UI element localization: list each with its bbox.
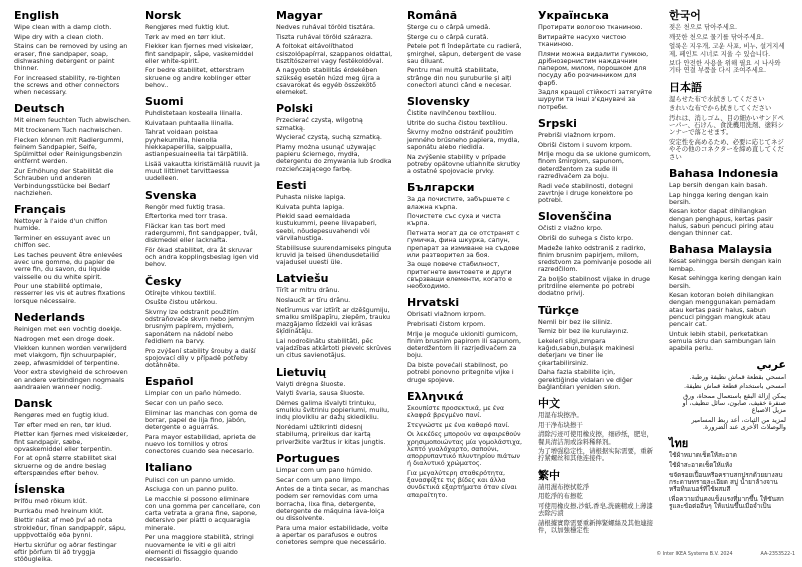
language-title-romana: Română bbox=[407, 9, 458, 22]
care-instruction-paragraph: 보다 안전한 사용을 위해 필요 시 나사와 기타 연결 부품을 다시 조여주세요. bbox=[669, 59, 781, 75]
care-instruction-paragraph: Tør efter med en ren, tør klud. bbox=[14, 420, 112, 429]
care-instruction-paragraph: Norėdami užtikrinti didesnį stabilumą, prireikus dar kartą priveržkite varžtus ir kitas jungtis. bbox=[276, 423, 386, 446]
language-section-italiano bbox=[145, 462, 262, 563]
care-instruction-paragraph: Nemli bir bez ile siliniz. bbox=[538, 317, 613, 326]
language-title-hrvatski: Hrvatski bbox=[407, 296, 460, 310]
language-section-slovenscina bbox=[538, 211, 655, 297]
language-section-slovensky bbox=[407, 96, 524, 175]
care-instruction-paragraph: Daha fazla stabilite için, gerektiğinde vidaları ve diğer bağlantıları yeniden sıkın. bbox=[538, 368, 633, 391]
care-instruction-paragraph: Plekid saad eemaldada kustukummi, peene liivapaberi, seebi, nõudepesuvahendi või värvilahustiga. bbox=[276, 212, 377, 242]
language-title-deutsch: Deutsch bbox=[14, 102, 65, 116]
language-title-italiano: Italiano bbox=[145, 461, 193, 475]
language-title-slovensky: Slovensky bbox=[407, 95, 470, 109]
language-title-korean: 한국어 bbox=[669, 9, 701, 22]
language-section-islenska bbox=[14, 484, 131, 563]
care-instruction-paragraph: Stains can be removed by using an eraser, fine sandpaper, soap, dishwashing detergent or paint thinner. bbox=[14, 42, 128, 73]
care-instruction-paragraph: 用乾淨的布擦乾 bbox=[538, 492, 583, 501]
care-instruction-paragraph: 請用濕布擦拭乾淨 bbox=[538, 482, 590, 491]
care-instruction-paragraph: 安定性を高めるため、必要に応じてネジやその他のコネクターを締め直してください bbox=[669, 138, 784, 161]
language-title-english: English bbox=[14, 9, 60, 22]
care-instruction-paragraph: امسحي بقطعة قماش نظيفة ورطبة. bbox=[689, 372, 786, 381]
care-instruction-paragraph: Les taches peuvent être enlevées avec une gomme, du papier de verre fin, du savon, du liquide vaisselle ou du white spirit. bbox=[14, 250, 123, 281]
language-section-turkce bbox=[538, 305, 655, 391]
care-instruction-paragraph: Rengøres med en fugtig klud. bbox=[14, 411, 109, 420]
care-instruction-paragraph: Prebriši vlažnom krpom. bbox=[538, 130, 616, 139]
care-instruction-paragraph: Utrite do sucha čistou textíliou. bbox=[407, 118, 508, 127]
care-instruction-paragraph: يمكن إزالة البقع باستعمال ممحاة، ورق صنفرة خفيف، صابون، سائل تنظيف، أو مزيل الاصباغ bbox=[682, 391, 786, 415]
language-title-eesti: Eesti bbox=[276, 178, 307, 192]
language-title-bahasa-malaysia: Bahasa Malaysia bbox=[669, 243, 772, 257]
language-section-chinese-simplified bbox=[538, 398, 655, 463]
care-instruction-paragraph: For at opnå større stabilitet skal skruerne og de andre beslag efterspændes efter behov. bbox=[14, 454, 117, 477]
language-section-norsk bbox=[145, 10, 262, 89]
care-instruction-paragraph: Za boljšo stabilnost vijake in druge pritrdilne elemente po potrebi dodatno privij. bbox=[538, 274, 651, 298]
language-title-chinese-traditional: 繁中 bbox=[538, 468, 560, 482]
care-instruction-paragraph: Puhasta niiske lapiga. bbox=[276, 192, 346, 201]
care-instruction-paragraph: Škvrny možno odstrániť použitím jemného brúsneho papiera, mydla, saponátu alebo riedidla. bbox=[407, 128, 520, 151]
care-instruction-paragraph: Obrisati vlažnom krpom. bbox=[407, 310, 486, 319]
care-instruction-paragraph: 为了增强稳定性，请根据实际需要，重新拧紧螺丝和其他连接件。 bbox=[538, 447, 654, 463]
text-column-5 bbox=[538, 10, 655, 548]
language-section-magyar bbox=[276, 10, 393, 96]
text-column-6 bbox=[669, 10, 786, 548]
language-title-islenska: Íslenska bbox=[14, 483, 65, 497]
care-instruction-paragraph: Asciuga con un panno pulito. bbox=[145, 485, 239, 494]
care-instruction-paragraph: Per una maggiore stabilità, stringi nuovamente le viti e gli altri elementi di fissaggio quando necessario. bbox=[145, 533, 254, 564]
care-instruction-paragraph: Fläckar kan tas bort med radergummi, fint sandpapper, tvål, diskmedel eller lacknafta. bbox=[145, 221, 258, 245]
language-title-cesky: Česky bbox=[145, 274, 182, 288]
language-section-hrvatski bbox=[407, 297, 524, 383]
language-title-ellinika: Ελληνικά bbox=[407, 389, 464, 403]
care-instruction-paragraph: เพื่อความมั่นคงแข็งแรงที่มากขึ้น ให้ขันสกรูและข้อต่ออื่นๆ ให้แน่นขึ้นเมื่อจำเป็น bbox=[669, 494, 784, 510]
care-instruction-paragraph: ใช้ผ้าสะอาดเช็ดให้แห้ง bbox=[669, 461, 733, 470]
care-instruction-paragraph: Nettoyer à l'aide d'un chiffon humide. bbox=[14, 217, 108, 233]
language-section-japanese bbox=[669, 82, 786, 161]
care-instruction-paragraph: A foltokat eltávolíthatod csiszolópapírral, szappanos oldattal, tisztítószerrel vagy festékoldóval. bbox=[276, 42, 393, 65]
care-instruction-paragraph: Rengör med fuktig trasa. bbox=[145, 202, 226, 211]
care-instruction-paragraph: 清除污迹可使用橡皮擦，细砂纸，肥皂，餐具清洁剂或涂料稀释剂。 bbox=[538, 430, 654, 446]
language-title-bulgarski: Български bbox=[407, 181, 475, 195]
care-instruction-paragraph: Voor extra stevigheid de schroeven en andere verbindingen nogmaals aandraaien wanneer nodig. bbox=[14, 368, 128, 391]
language-section-srpski bbox=[538, 118, 655, 204]
language-section-dansk bbox=[14, 398, 131, 477]
language-section-ellinika bbox=[407, 391, 524, 499]
care-instruction-paragraph: Στεγνώστε με ένα καθαρό πανί. bbox=[407, 420, 510, 429]
language-title-turkce: Türkçe bbox=[538, 303, 580, 317]
language-title-svenska: Svenska bbox=[145, 188, 197, 202]
care-instruction-paragraph: 用湿布块擦净。 bbox=[538, 411, 583, 420]
care-instruction-paragraph: Mrlje je moguće ukloniti gumicom, finim brusnim papirom ili sapunom, deterdžentom ili razrjeđivačem za boju. bbox=[407, 329, 522, 360]
care-instruction-paragraph: Da biste povećali stabilnost, po potrebi ponovno pritegnite vijke i druge spojeve. bbox=[407, 361, 514, 384]
care-instruction-paragraph: Kesat sehingga bersih dengan kain lembap. bbox=[669, 257, 782, 273]
care-instruction-paragraph: Vlekken kunnen worden verwijderd met vlakgom, fijn schuurpapier, zeep, afwasmiddel of terpentine. bbox=[14, 344, 127, 367]
language-section-romana bbox=[407, 10, 524, 89]
language-title-francais: Français bbox=[14, 202, 66, 216]
care-instruction-paragraph: Pulisci con un panno umido. bbox=[145, 475, 235, 484]
care-instruction-paragraph: Rengjøres med fuktig klut. bbox=[145, 23, 230, 32]
care-instruction-paragraph: Obriši čistom i suvom krpom. bbox=[538, 140, 633, 149]
care-instruction-paragraph: Madeže lahko odstraniš z radirko, finim brusnim papirjem, milom, sredstvom za pomivanje posode ali razredčilom. bbox=[538, 243, 652, 274]
care-instruction-paragraph: Tahrat voidaan poistaa pyyhekumilla, hienolla hiekkapaperilla, saippualla, astianpesuaineella tai tärpätillä. bbox=[145, 128, 249, 159]
care-instruction-paragraph: 깨끗한 천으로 물기를 닦아주세요. bbox=[669, 32, 764, 41]
care-instruction-paragraph: 請根據實際需要重新擰緊螺絲及其他連接件，以加強穩定性 bbox=[538, 518, 654, 535]
care-instruction-paragraph: 汚れは、消しゴム、目の細かいサンドペーパー、石けん、食洗機用洗剤、塗料シンナーで落とせます。 bbox=[669, 114, 784, 137]
language-section-suomi bbox=[145, 96, 262, 182]
language-section-ukrainska bbox=[538, 10, 655, 111]
language-title-srpski: Srpski bbox=[538, 116, 577, 130]
language-section-deutsch bbox=[14, 103, 131, 197]
language-section-bahasa-malaysia bbox=[669, 244, 786, 352]
care-instruction-paragraph: Nadrogen met een droge doek. bbox=[14, 334, 115, 343]
language-section-nederlands bbox=[14, 312, 131, 391]
care-instruction-paragraph: 用干净布块擦干 bbox=[538, 420, 583, 429]
care-instruction-paragraph: For increased stability, re-tighten the screws and other connectors when necessary. bbox=[14, 73, 121, 97]
language-title-bahasa-indonesia: Bahasa Indonesia bbox=[669, 166, 779, 180]
care-instruction-paragraph: Limpiar con un paño húmedo. bbox=[145, 389, 242, 398]
care-instruction-paragraph: Lai nodrošinātu stabilitāti, pēc vajadzības atkārtoti pievelc skrūves un citus savienotājus. bbox=[276, 336, 392, 360]
care-instruction-paragraph: Kesan kotor dapat dihilangkan dengan penghapus, kertas pasir halus, sabun pencuci piring atau dengan thinner cat. bbox=[669, 207, 774, 238]
care-instruction-paragraph: ใช้ผ้าหมาดเช็ดให้สะอาด bbox=[669, 451, 737, 460]
care-instruction-paragraph: Dėmes galima išvalyti trintuku, smulkiu švitriniu popieriumi, muilu, indų plovikliu ar dažų skiedikliu. bbox=[276, 398, 390, 422]
care-instruction-paragraph: Tiszta ruhával töröld szárazra. bbox=[276, 32, 373, 41]
care-instruction-paragraph: Mit einem feuchten Tuch abwischen. bbox=[14, 116, 131, 125]
care-instruction-paragraph: Očisti z vlažno krpo. bbox=[538, 224, 603, 233]
care-instruction-paragraph: Șterge cu o cârpă umedă. bbox=[407, 23, 491, 32]
care-instruction-paragraph: Hertu skrúfur og aðrar festingar eftir þörfum til að tryggja stöðugleika. bbox=[14, 540, 117, 564]
care-instruction-paragraph: 얼룩은 지우개, 고운 사포, 비누, 설거지세제, 페인트 시너로 지울 수 있습니다. bbox=[669, 42, 785, 58]
language-title-norsk: Norsk bbox=[145, 9, 182, 22]
care-instruction-paragraph: Șterge cu o cârpă curată. bbox=[407, 32, 489, 41]
care-instruction-paragraph: Pentru mai multă stabilitate, strânge din nou șuruburile și alți conectori atunci când e necesar. bbox=[407, 66, 512, 89]
care-instruction-paragraph: Mit trockenem Tuch nachwischen. bbox=[14, 126, 123, 135]
care-instruction-paragraph: ขจัดรอยเปื้อนหรือคราบสกปรกด้วยยางลบ กระดาษทรายละเอียด สบู่ น้ำยาล้างจาน หรือทินเนอร์ที่ใช้ผสมสี bbox=[669, 470, 783, 494]
care-instruction-paragraph: きれいな布でから拭きしてください bbox=[669, 104, 772, 113]
care-instruction-paragraph: За да почистите, забършете с влажна кърпа. bbox=[407, 195, 510, 211]
care-instruction-paragraph: Osušte čistou utěrkou. bbox=[145, 298, 218, 307]
language-title-slovenscina: Slovenščina bbox=[538, 210, 612, 224]
care-instruction-paragraph: Valyti drėgna šluoste. bbox=[276, 379, 346, 388]
care-instruction-paragraph: 젖은 천으로 닦아주세요. bbox=[669, 23, 738, 32]
text-column-2 bbox=[145, 9, 262, 564]
language-title-polski: Polski bbox=[276, 102, 314, 116]
care-instruction-paragraph: Tørk av med en tørr klut. bbox=[145, 32, 226, 41]
care-instruction-paragraph: Stabiilsuse suurendamiseks pinguta kruvid ja teised ühendusdetailid vajadusel uuesti üle. bbox=[276, 243, 392, 267]
language-title-japanese: 日本語 bbox=[669, 80, 702, 94]
care-instruction-paragraph: Le macchie si possono eliminare con una gomma per cancellare, con carta vetrata a grana fine, sapone, detersivo per piatti o acquaragia minerale. bbox=[145, 494, 261, 532]
language-title-ukrainska: Українська bbox=[538, 9, 609, 22]
language-title-espanol: Español bbox=[145, 375, 194, 389]
care-instruction-paragraph: Untuk lebih stabil, perketatkan semula skru dan sambungan lain apabila perlu. bbox=[669, 329, 776, 353]
language-section-bahasa-indonesia bbox=[669, 168, 786, 238]
care-instruction-paragraph: Para mayor estabilidad, aprieta de nuevo los tornillos y otros conectores cuando sea necesario. bbox=[145, 432, 256, 456]
text-column-3 bbox=[276, 10, 393, 548]
care-instruction-paragraph: A nagyobb stabilitás érdekében szükség esetén húzd meg újra a csavarokat és egyéb összekötő elemeket. bbox=[276, 66, 381, 97]
language-title-magyar: Magyar bbox=[276, 9, 323, 22]
care-instruction-paragraph: Para uma maior estabilidade, volte a apertar os parafusos e outros conetores sempre que necessário. bbox=[276, 523, 389, 547]
care-instruction-paragraph: Plamy można usunąć używając papieru ściernego, mydła, detergentu do zmywania lub środka rozcieńczającego farbę. bbox=[276, 142, 392, 173]
care-instruction-paragraph: Eliminar las manchas con goma de borrar, papel de lija fino, jabón, detergente o aguarrás. bbox=[145, 408, 258, 432]
language-title-thai: ไทย bbox=[669, 437, 689, 451]
care-instruction-paragraph: Pour une stabilité optimale, resserrer les vis et autres fixations lorsque nécessaire. bbox=[14, 282, 126, 305]
care-instruction-paragraph: Lap hingga kering dengan kain bersih. bbox=[669, 190, 769, 206]
care-instruction-paragraph: Petele pot fi îndepărtate cu radieră, șmirghel, săpun, detergent de vase sau diluant. bbox=[407, 42, 522, 65]
care-instruction-paragraph: Prebrisati čistom krpom. bbox=[407, 320, 486, 329]
care-instruction-paragraph: Nedves ruhával töröld tisztára. bbox=[276, 23, 375, 32]
care-instruction-paragraph: Wipe clean with a damp cloth. bbox=[14, 23, 112, 32]
care-instruction-paragraph: 可使用橡皮擦,沙紙,香皂,洗碗精或上薄漆去除污漬 bbox=[538, 501, 653, 518]
care-instruction-paragraph: Kesat sehingga kering dengan kain bersih. bbox=[669, 274, 782, 290]
language-title-nederlands: Nederlands bbox=[14, 310, 85, 324]
text-column-1 bbox=[14, 9, 131, 564]
care-instruction-paragraph: Mrlje mogu da se uklone gumicom, finom šmirglom, sapunom, deterdžentom za suđe ili razređivačem za boju. bbox=[538, 150, 651, 180]
care-instruction-paragraph: Οι λεκέδες μπορούν να αφαιρεθούν χρησιμοποιώντας μία γομολάστιχα, λεπτό γυαλόχαρτο, σαπούνι, απορρυπαντικό πλυντηρίου πιάτων ή διαλυτικό χρώματος. bbox=[407, 430, 523, 468]
care-instruction-paragraph: Przecierać czystą, wilgotną szmatką. bbox=[276, 116, 363, 132]
language-section-eesti bbox=[276, 180, 393, 266]
care-instruction-paragraph: Flecken können mit Radiergummi, feinem Sandpapier, Seife, Spülmittel oder Reinigungsbenzin entfernt werden. bbox=[14, 135, 124, 166]
care-instruction-paragraph: Zur Erhöhung der Stabilität die Schrauben und anderen Verbindungsstücke bei Bedarf nachziehen. bbox=[14, 167, 114, 197]
care-instruction-paragraph: Secar con un paño seco. bbox=[145, 398, 224, 407]
footer bbox=[656, 553, 795, 558]
language-section-thai bbox=[669, 438, 786, 510]
care-instruction-paragraph: Netīrumus var iztīrīt ar dzēšgumiju, smalku smilšpapīru, ziepēm, trauku mazgājamo līdzekli vai krāsas šķīdinātāju. bbox=[276, 305, 391, 336]
care-instruction-paragraph: Flekker kan fjernes med viskelær, fint sandpapir, såpe, vaskemiddel eller white-spirit. bbox=[145, 42, 254, 65]
care-instruction-paragraph: Þrífðu með rökum klút. bbox=[14, 497, 88, 506]
care-instruction-paragraph: Čistite navlhčenou textíliou. bbox=[407, 109, 497, 118]
language-section-cesky bbox=[145, 276, 262, 370]
care-instruction-paragraph: Lap bersih dengan kain basah. bbox=[669, 180, 768, 189]
care-instruction-paragraph: Почистете със суха и чиста кърпа. bbox=[407, 212, 501, 228]
care-instruction-paragraph: Puhdistetaan kostealla liinalla. bbox=[145, 109, 243, 118]
language-section-svenska bbox=[145, 190, 262, 269]
language-section-espanol bbox=[145, 376, 262, 455]
care-instruction-paragraph: Valyti švaria, sausa šluoste. bbox=[276, 389, 365, 398]
language-section-english bbox=[14, 10, 131, 96]
care-instruction-paragraph: Reinigen met een vochtig doekje. bbox=[14, 324, 122, 333]
care-instruction-paragraph: Obriši do suhega s čisto krpo. bbox=[538, 233, 634, 242]
care-instruction-paragraph: Otírejte vlhkou textilií. bbox=[145, 288, 216, 297]
language-section-francais bbox=[14, 204, 131, 305]
language-section-latviesu bbox=[276, 273, 393, 359]
care-instruction-paragraph: Задля кращої стійкості затягуйте шурупи та інші з'єднувачі за потреби. bbox=[538, 88, 653, 111]
care-instruction-paragraph: Terminer en essuyant avec un chiffon sec. bbox=[14, 233, 111, 250]
care-instruction-paragraph: Витирайте насухо чистою тканиною. bbox=[538, 32, 626, 48]
care-instruction-paragraph: 湿らせた布で水拭きしてください bbox=[669, 94, 765, 103]
care-instruction-paragraph: For bedre stabilitet, etterstram skruene og andre koblinger etter behov.. bbox=[145, 66, 251, 89]
care-instruction-paragraph: Noslaucīt ar tīru drānu. bbox=[276, 295, 351, 304]
care-instruction-paragraph: Þurrkaðu með hreinum klút. bbox=[14, 506, 104, 515]
language-section-polski bbox=[276, 103, 393, 173]
care-instruction-paragraph: Skvrny lze odstranit použitím odstraňovače skvrn nebo jemným brusným papírem, mýdlem, saponátem na nádobí nebo ředidlem na barvy. bbox=[145, 308, 255, 345]
language-section-lietuviu bbox=[276, 367, 393, 446]
care-instruction-paragraph: Limpar com um pano húmido. bbox=[276, 465, 373, 474]
care-instruction-paragraph: Temiz bir bez ile kurulayınız. bbox=[538, 327, 629, 336]
care-instruction-paragraph: Kuivata puhta lapiga. bbox=[276, 202, 345, 211]
care-instruction-paragraph: Για μεγαλύτερη σταθερότητα, ξανασφίξτε τις βίδες και άλλα συνδετικά εξαρτήματα όταν είναι απαραίτητο. bbox=[407, 468, 517, 499]
care-instruction-paragraph: Blettir nást af með því að nota strokleður, fínan sandpappír, sápu, uppþvottalög eða þynni. bbox=[14, 516, 126, 539]
language-title-chinese-simplified: 中文 bbox=[538, 396, 560, 410]
language-title-arabic: عربي bbox=[756, 358, 786, 372]
care-instruction-paragraph: För ökad stabilitet, dra åt skruvar och andra kopplingsbeslag igen vid behov. bbox=[145, 245, 259, 269]
care-instruction-paragraph: امسحي باستخدام قطعة قماش نظيفة. bbox=[683, 382, 786, 391]
care-instruction-paragraph: Протирати вологою тканиною. bbox=[538, 23, 643, 32]
care-instruction-paragraph: Wycierać czystą, suchą szmatką. bbox=[276, 133, 382, 142]
care-instruction-paragraph: Na zvýšenie stability v prípade potreby opätovne utiahnite skrutky a ostatné spojovacie prvky. bbox=[407, 152, 521, 176]
language-title-suomi: Suomi bbox=[145, 95, 184, 109]
copyright-text: © Inter IKEA Systems B.V. 2024 bbox=[656, 552, 733, 558]
care-instruction-paragraph: Плями можна видалити гумкою, дрібнозернистим наждачним папером, милом, порошком для посуду або розчинником для фарб. bbox=[538, 49, 649, 87]
care-instruction-paragraph: لمزيد من الثبات، أعد ربط المسامير والوصلات الأخرى عند الضرورة. bbox=[691, 415, 786, 432]
care-instruction-paragraph: Tīrīt ar mitru drānu. bbox=[276, 286, 340, 295]
language-title-dansk: Dansk bbox=[14, 396, 53, 410]
language-title-latviesu: Latviešu bbox=[276, 272, 329, 286]
care-instruction-paragraph: Pletter kan fjernes med viskelæder, fint sandpapir, sæbe, opvaskemiddel eller terpentin. bbox=[14, 430, 129, 453]
care-instruction-paragraph: Петната могат да се отстранят с гумичка, фина шкурка, сапун, препарат за измиване на съдове или разтворител за боя. bbox=[407, 229, 520, 259]
text-column-4 bbox=[407, 10, 524, 548]
care-instruction-paragraph: Secar com um pano limpo. bbox=[276, 475, 363, 484]
care-instruction-paragraph: Antes de a tinta secar, as manchas podem ser removidas com uma borracha, lixa fina, detergente, detergente de máquina lava-loiça ou dissolvente. bbox=[276, 485, 390, 523]
language-section-portugues bbox=[276, 453, 393, 547]
care-instruction-paragraph: Lisää vakautta kiristämällä ruuvit ja muut liittimet tarvittaessa uudelleen. bbox=[145, 159, 260, 183]
language-title-lietuviu: Lietuvių bbox=[276, 365, 327, 379]
language-title-portugues: Portugues bbox=[276, 451, 340, 465]
care-instruction-paragraph: Kesan kotoran boleh dihilangkan dengan menggunakan pemadam atau kertas pasir halus, sabun pencuci pinggan mangkuk atau pencair cat. bbox=[669, 291, 776, 329]
language-section-korean bbox=[669, 10, 786, 75]
care-instruction-paragraph: Pro zvýšení stability šrouby a další spojovací díly v případě potřeby dotáhněte. bbox=[145, 346, 256, 370]
language-section-chinese-traditional bbox=[538, 470, 655, 535]
care-instruction-paragraph: Lekeleri silgi,zımpara kağıdı,sabun,bulaşık makinesi deterjanı ve tiner ile çıkartabilirsiniz. bbox=[538, 336, 635, 367]
care-instruction-paragraph: Radi veće stabilnosti, dotegni zavrtnje i druge konektore po potrebi. bbox=[538, 181, 633, 204]
care-instruction-paragraph: Σκουπίστε προσεκτικά, με ένα ελαφρά βρεγμένο πανί. bbox=[407, 403, 505, 420]
language-section-arabic bbox=[669, 359, 786, 431]
document-number: AA-2353522-1 bbox=[760, 552, 795, 558]
care-instruction-paragraph: Eftertorka med torr trasa. bbox=[145, 212, 228, 221]
language-section-bulgarski bbox=[407, 182, 524, 290]
care-instruction-paragraph: За още повече стабилност, притегнете винтовете и други свързващи елементи, когато е необходимо. bbox=[407, 260, 512, 291]
care-instruction-paragraph: Kuivataan puhtaalla liinalla. bbox=[145, 118, 234, 127]
care-instruction-paragraph: Wipe dry with a clean cloth. bbox=[14, 32, 104, 41]
